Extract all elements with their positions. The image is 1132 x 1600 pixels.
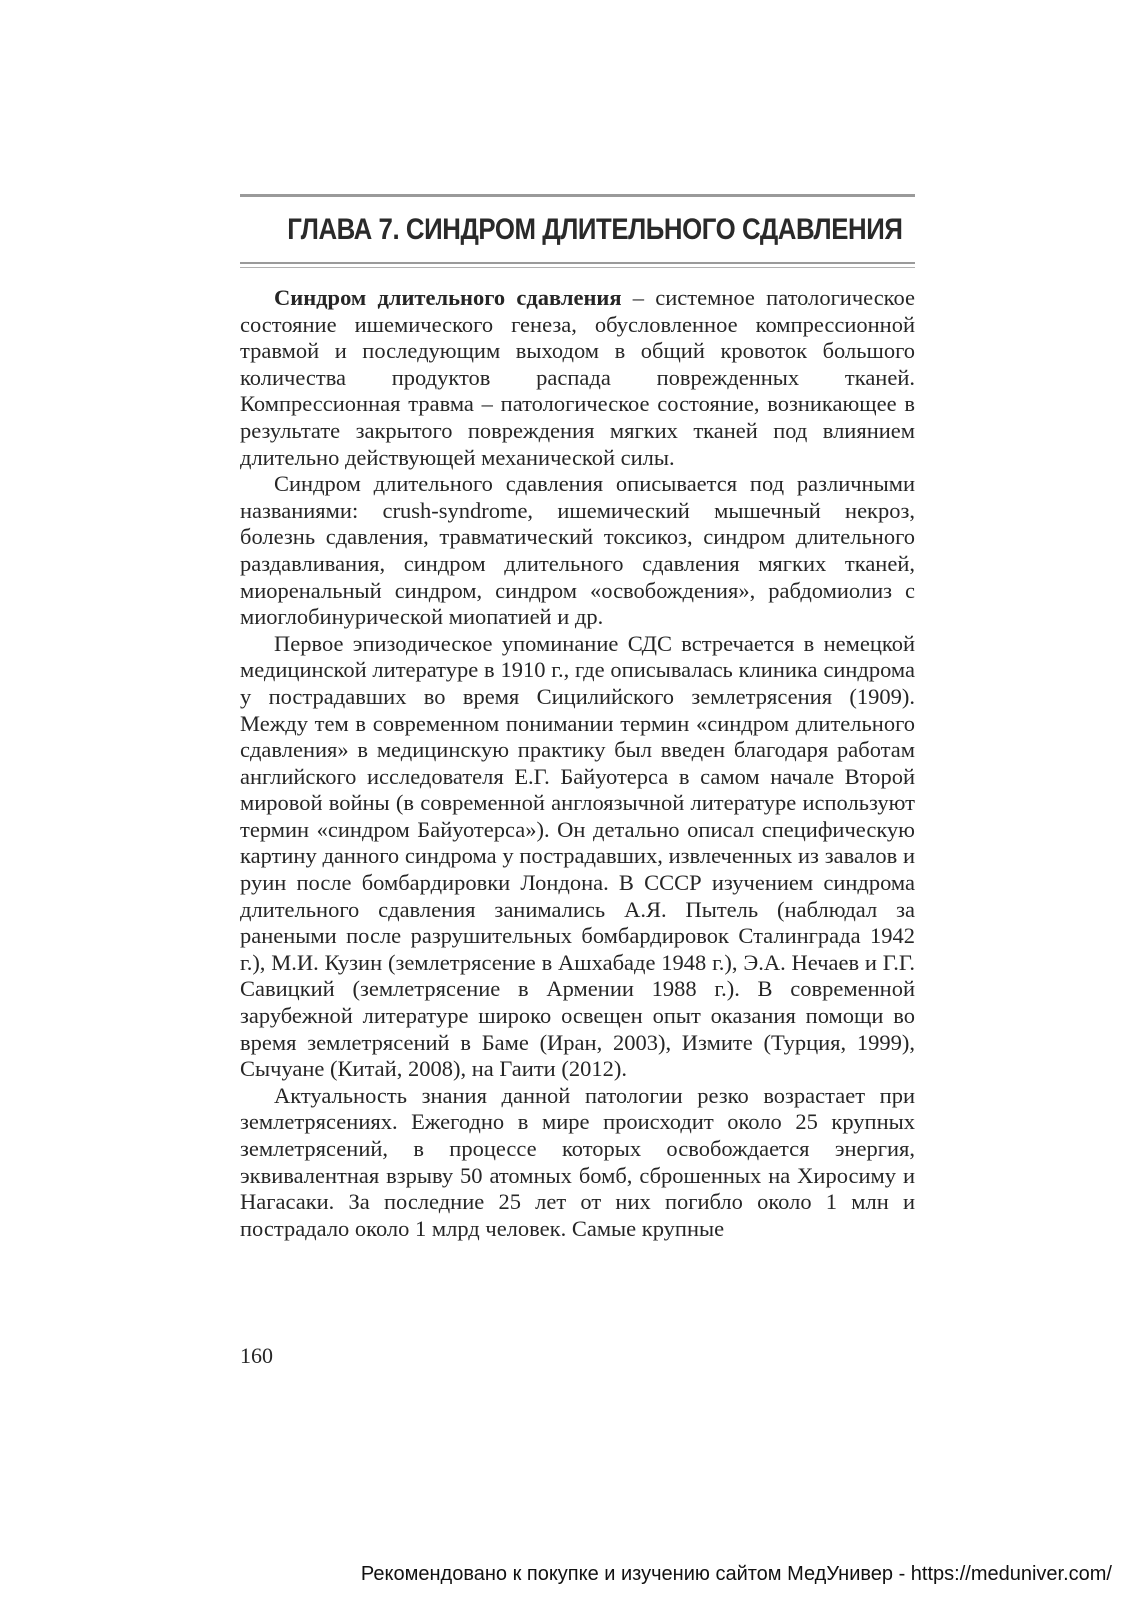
chapter-body (240, 285, 915, 1242)
term-definition: Синдром длительного сдавления (274, 285, 622, 310)
paragraph-3 (240, 631, 915, 1083)
title-top-rule (240, 194, 915, 197)
paragraph-2 (240, 471, 915, 631)
chapter-title: ГЛАВА 7. СИНДРОМ ДЛИТЕЛЬНОГО СДАВЛЕНИЯ (287, 213, 903, 246)
paragraph-1 (240, 285, 915, 471)
paragraph-4 (240, 1083, 915, 1243)
title-bottom-rule (240, 262, 915, 264)
paragraph-text: Синдром длительного сдавления описывается под различными названиями: crush-syndrome, ишемический мышечный некроз, болезнь сдавления, травматический токсикоз, синдром длительного раздавливания, синдром длительного сдавления мягких тканей, миоренальный синдром, синдром «освобождения», рабдомиолиз с миоглобинурической миопатией и др. (240, 471, 915, 630)
footer-recommendation: Рекомендовано к покупке и изучению сайтом МедУнивер - https://meduniver.com/ (360, 1563, 1112, 1585)
paragraph-text: Актуальность знания данной патологии резко возрастает при землетрясениях. Ежегодно в мире происходит около 25 крупных землетрясений, в процессе которых освобождается энергия, эквивалентная взрыву 50 атомных бомб, сброшенных на Хиросиму и Нагасаки. За последние 25 лет от них погибло около 1 млн и пострадало около 1 млрд человек. Самые крупные (240, 1082, 915, 1241)
page-number: 160 (240, 1343, 273, 1368)
title-bottom-rule-thin (240, 267, 915, 268)
paragraph-text: Первое эпизодическое упоминание СДС встречается в немецкой медицинской литературе в 1910 г., где описывалась клиника синдрома у пострадавших во время Сицилийского землетрясения (1909). Между тем в современном понимании термин «синдром длительного сдавления» в медицинскую практику был введен благодаря работам английского исследователя Е.Г. Байуотерса в самом начале Второй мировой войны (в современной англоязычной литературе используют термин «синдром Байуотерса»). Он детально описал специфическую картину данного синдрома у пострадавших, извлеченных из завалов и руин после бомбардировки Лондона. В СССР изучением синдрома длительного сдавления занимались А.Я. Пытель (наблюдал за ранеными после разрушительных бомбардировок Сталинграда 1942 г.), М.И. Кузин (землетрясение в Ашхабаде 1948 г.), Э.А. Нечаев и Г.Г. Савицкий (землетрясение в Армении 1988 г.). В современной зарубежной литературе широко освещен опыт оказания помощи во время землетрясений в Баме (Иран, 2003), Измите (Турция, 1999), Сычуане (Китай, 2008), на Гаити (2012). (240, 630, 915, 1082)
paragraph-text: – системное патологическое состояние ишемического генеза, обусловленное компрессионной травмой и последующим выходом в общий кровоток большого количества продуктов распада поврежденных тканей. Компрессионная травма – патологическое состояние, возникающее в результате закрытого повреждения мягких тканей под влиянием длительно действующей механической силы. (240, 285, 915, 470)
